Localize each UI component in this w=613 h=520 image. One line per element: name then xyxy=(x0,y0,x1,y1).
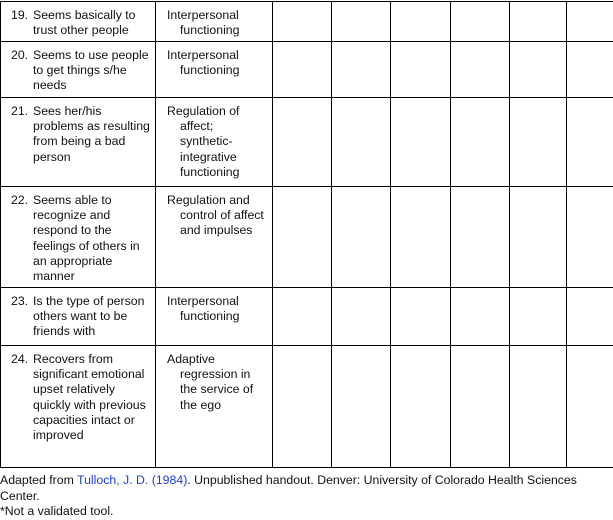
ego-function-text: Regulation and control of affect and impulses xyxy=(167,193,268,239)
ego-function-text: Interpersonal functioning xyxy=(167,294,268,324)
ego-function-cell xyxy=(156,98,273,187)
rating-cell[interactable] xyxy=(273,288,332,346)
rating-cell[interactable] xyxy=(451,42,510,98)
rating-cell[interactable] xyxy=(510,42,567,98)
rating-cell[interactable] xyxy=(332,42,391,98)
table-row xyxy=(1,187,613,288)
behavior-item xyxy=(11,8,151,38)
rating-cell[interactable] xyxy=(567,98,613,187)
behavior-item xyxy=(11,193,151,284)
behavior-cell xyxy=(1,187,156,288)
ego-function-text: Adaptive regression in the service of the ego xyxy=(167,352,268,413)
item-number: 19. xyxy=(11,8,33,23)
behavior-item xyxy=(11,104,151,165)
rating-cell[interactable] xyxy=(273,187,332,288)
item-number: 23. xyxy=(11,294,33,309)
rating-cell[interactable] xyxy=(332,288,391,346)
rating-cell[interactable] xyxy=(273,2,332,42)
ego-function-cell xyxy=(156,187,273,288)
rating-cell[interactable] xyxy=(451,2,510,42)
behavior-cell xyxy=(1,2,156,42)
rating-cell[interactable] xyxy=(273,42,332,98)
behavior-item xyxy=(11,352,151,443)
validation-note: *Not a validated tool. xyxy=(0,504,613,520)
item-number: 21. xyxy=(11,104,33,119)
table-footnote xyxy=(0,473,613,520)
behavior-text: Seems basically to trust other people xyxy=(33,8,136,37)
behavior-assessment-table xyxy=(0,1,613,468)
citation-suffix: . Unpublished handout. Denver: University of Colorado Health Sciences Center. xyxy=(0,473,577,503)
rating-cell[interactable] xyxy=(391,2,451,42)
rating-cell[interactable] xyxy=(510,288,567,346)
rating-cell[interactable] xyxy=(391,42,451,98)
ego-function-cell xyxy=(156,2,273,42)
behavior-text: Is the type of person others want to be friends with xyxy=(33,294,144,338)
rating-cell[interactable] xyxy=(451,288,510,346)
source-citation xyxy=(0,473,613,504)
rating-cell[interactable] xyxy=(451,346,510,468)
ego-function-cell xyxy=(156,346,273,468)
ego-function-text: Interpersonal functioning xyxy=(167,48,268,78)
behavior-cell xyxy=(1,288,156,346)
rating-cell[interactable] xyxy=(273,98,332,187)
rating-cell[interactable] xyxy=(510,98,567,187)
behavior-item xyxy=(11,48,151,94)
item-number: 20. xyxy=(11,48,33,63)
rating-cell[interactable] xyxy=(391,187,451,288)
rating-cell[interactable] xyxy=(391,288,451,346)
ego-function-text: Interpersonal functioning xyxy=(167,8,268,38)
behavior-item xyxy=(11,294,151,340)
table-row xyxy=(1,42,613,98)
rating-cell[interactable] xyxy=(567,2,613,42)
table-row xyxy=(1,98,613,187)
rating-cell[interactable] xyxy=(451,98,510,187)
citation-prefix: Adapted from xyxy=(0,473,77,487)
rating-cell[interactable] xyxy=(510,2,567,42)
table-row xyxy=(1,288,613,346)
rating-cell[interactable] xyxy=(332,98,391,187)
rating-cell[interactable] xyxy=(567,187,613,288)
rating-cell[interactable] xyxy=(567,42,613,98)
behavior-cell xyxy=(1,42,156,98)
behavior-text: Sees her/his problems as resulting from being a bad person xyxy=(33,104,150,164)
table-row xyxy=(1,2,613,42)
ego-function-text: Regulation of affect; synthetic-integrative functioning xyxy=(167,104,268,180)
rating-cell[interactable] xyxy=(510,187,567,288)
citation-link[interactable]: Tulloch, J. D. (1984) xyxy=(77,473,187,487)
rating-cell[interactable] xyxy=(273,346,332,468)
rating-cell[interactable] xyxy=(391,98,451,187)
item-number: 22. xyxy=(11,193,33,208)
ego-function-cell xyxy=(156,42,273,98)
rating-cell[interactable] xyxy=(567,288,613,346)
rating-cell[interactable] xyxy=(332,346,391,468)
rating-cell[interactable] xyxy=(332,187,391,288)
behavior-cell xyxy=(1,98,156,187)
rating-cell[interactable] xyxy=(451,187,510,288)
item-number: 24. xyxy=(11,352,33,367)
behavior-cell xyxy=(1,346,156,468)
behavior-text: Seems able to recognize and respond to the feelings of others in an appropriate manner xyxy=(33,193,140,283)
behavior-text: Recovers from significant emotional upset relatively quickly with previous capacities intact or improved xyxy=(33,352,146,442)
rating-cell[interactable] xyxy=(567,346,613,468)
rating-cell[interactable] xyxy=(510,346,567,468)
table-row xyxy=(1,346,613,468)
rating-cell[interactable] xyxy=(332,2,391,42)
rating-cell[interactable] xyxy=(391,346,451,468)
behavior-text: Seems to use people to get things s/he needs xyxy=(33,48,149,92)
ego-function-cell xyxy=(156,288,273,346)
